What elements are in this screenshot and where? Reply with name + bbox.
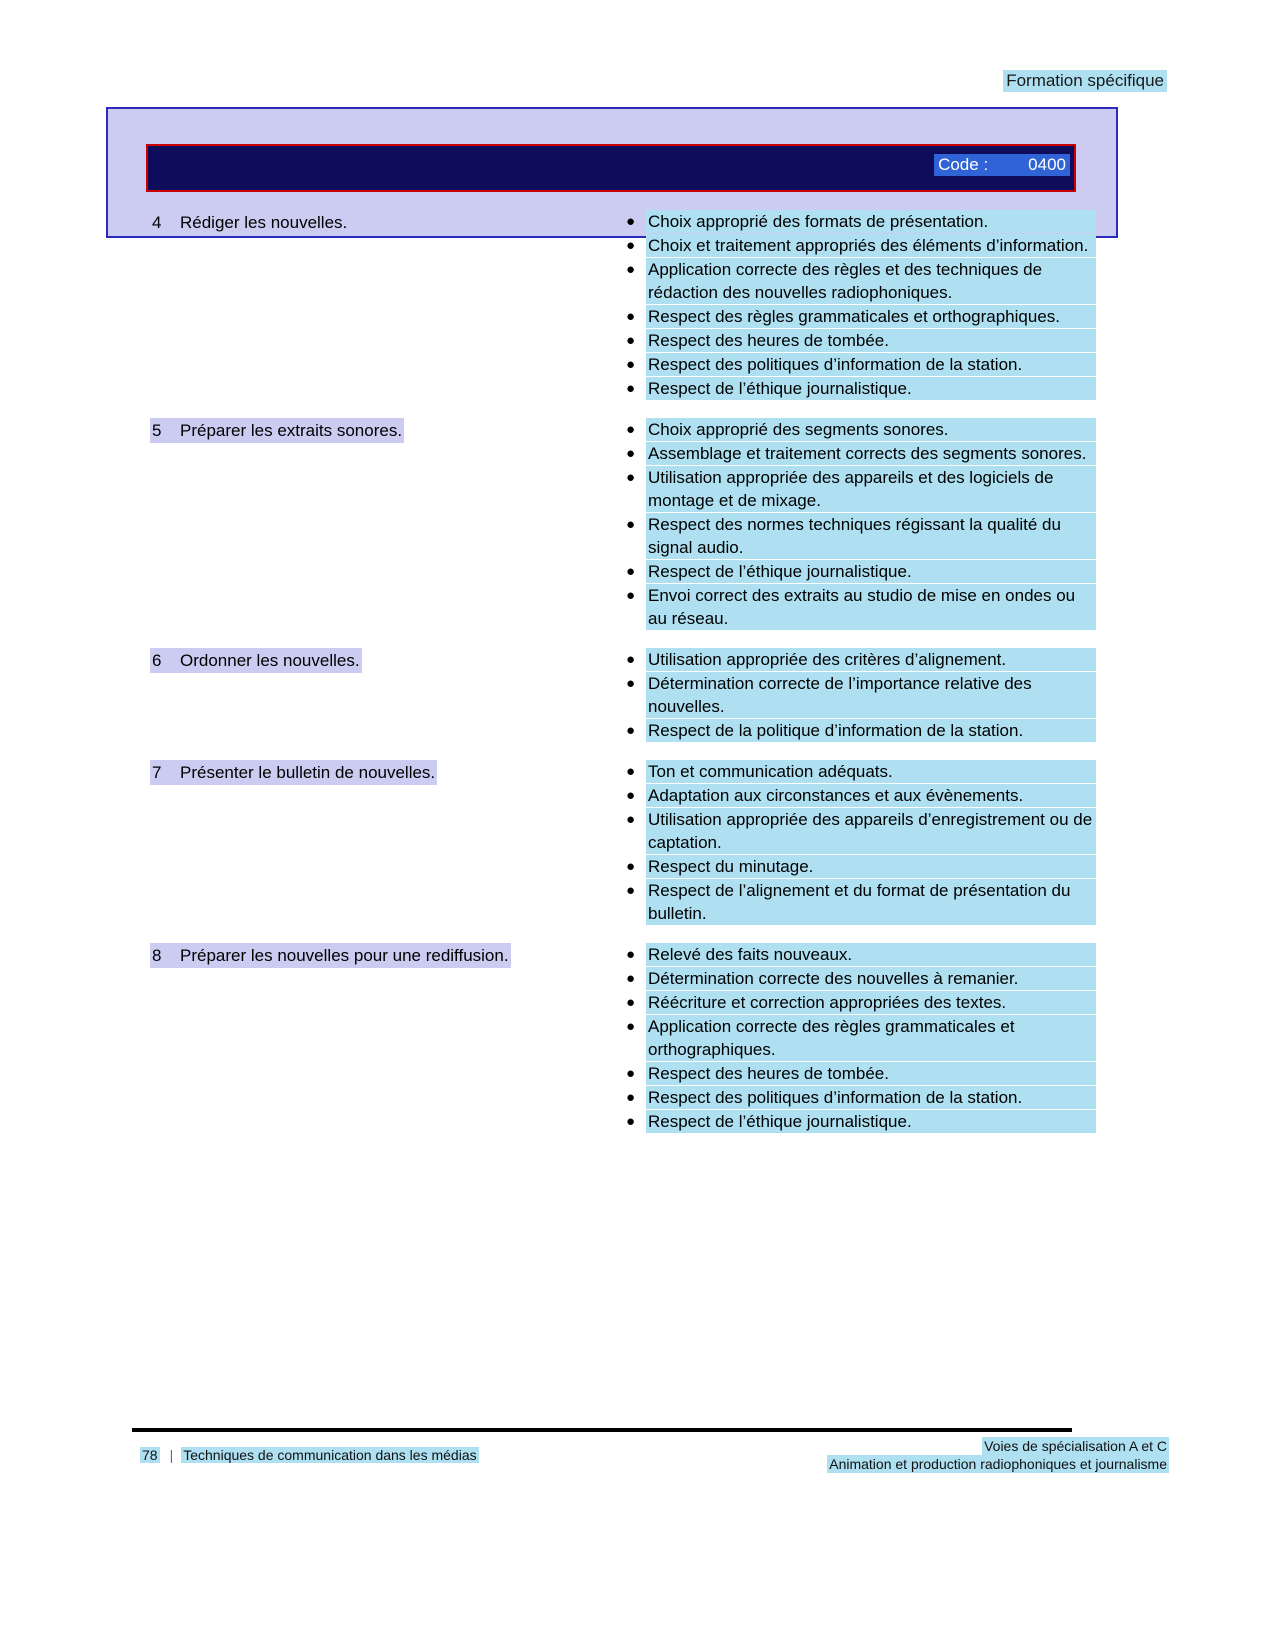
task-criteria-table <box>0 210 1275 1151</box>
task <box>150 760 437 785</box>
criterion <box>626 855 1096 878</box>
criterion <box>626 258 1096 304</box>
bullet-icon: ● <box>626 994 636 1011</box>
page-header-label: Formation spécifique <box>1003 70 1167 92</box>
criterion <box>626 967 1096 990</box>
criterion <box>626 1015 1096 1061</box>
task-cell <box>150 760 620 785</box>
criterion <box>626 648 1096 671</box>
bullet-icon: ● <box>626 237 636 254</box>
task-row <box>0 943 1275 1134</box>
criterion <box>626 210 1096 233</box>
bullet-icon: ● <box>626 380 636 397</box>
footer-page-number: 78 <box>142 1447 158 1463</box>
bullet-icon: ● <box>626 1018 636 1035</box>
task-row <box>0 648 1275 743</box>
task-cell <box>150 648 620 673</box>
bullet-icon: ● <box>626 882 636 899</box>
criteria-cell <box>626 648 1096 743</box>
task-label: Préparer les nouvelles pour une rediffusion. <box>180 946 509 965</box>
competency-title-bar <box>146 144 1076 192</box>
code-label: Code : <box>938 155 989 174</box>
criterion <box>626 418 1096 441</box>
criterion-text: Respect de l’éthique journalistique. <box>646 560 1096 583</box>
criterion-text: Application correcte des règles grammaticales et orthographiques. <box>646 1015 1096 1061</box>
bullet-icon: ● <box>626 308 636 325</box>
criterion-text: Respect des normes techniques régissant la qualité du signal audio. <box>646 513 1096 559</box>
competency-code <box>934 154 1070 176</box>
task-number: 7 <box>152 763 162 782</box>
criterion-text: Utilisation appropriée des critères d’alignement. <box>646 648 1096 671</box>
criterion <box>626 560 1096 583</box>
criterion-text: Respect du minutage. <box>646 855 1096 878</box>
criterion <box>626 584 1096 630</box>
task <box>150 648 362 673</box>
criterion-text: Ton et communication adéquats. <box>646 760 1096 783</box>
criterion-text: Respect des heures de tombée. <box>646 329 1096 352</box>
bullet-icon: ● <box>626 563 636 580</box>
criterion <box>626 1110 1096 1133</box>
task-number: 6 <box>152 651 162 670</box>
bullet-icon: ● <box>626 858 636 875</box>
criterion <box>626 808 1096 854</box>
criterion <box>626 760 1096 783</box>
bullet-icon: ● <box>626 970 636 987</box>
criterion-text: Respect des politiques d’information de la station. <box>646 1086 1096 1109</box>
criterion <box>626 1086 1096 1109</box>
bullet-icon: ● <box>626 332 636 349</box>
criterion-text: Assemblage et traitement corrects des segments sonores. <box>646 442 1096 465</box>
bullet-icon: ● <box>626 261 636 278</box>
criterion-text: Envoi correct des extraits au studio de mise en ondes ou au réseau. <box>646 584 1096 630</box>
task-number: 5 <box>152 421 162 440</box>
criterion-text: Utilisation appropriée des appareils et des logiciels de montage et de mixage. <box>646 466 1096 512</box>
criterion <box>626 353 1096 376</box>
task-label: Préparer les extraits sonores. <box>180 421 403 440</box>
task <box>150 210 349 235</box>
task-cell <box>150 943 620 968</box>
bullet-icon: ● <box>626 1113 636 1130</box>
bullet-icon: ● <box>626 516 636 533</box>
code-value: 0400 <box>1028 155 1066 174</box>
criterion-text: Respect de l’éthique journalistique. <box>646 1110 1096 1133</box>
criterion-text: Respect de la politique d’information de la station. <box>646 719 1096 742</box>
criterion <box>626 719 1096 742</box>
criterion-text: Utilisation appropriée des appareils d’enregistrement ou de captation. <box>646 808 1096 854</box>
criterion-text: Détermination correcte de l’importance relative des nouvelles. <box>646 672 1096 718</box>
bullet-icon: ● <box>626 445 636 462</box>
task-number: 4 <box>152 213 162 232</box>
footer-divider <box>132 1428 1072 1432</box>
bullet-icon: ● <box>626 787 636 804</box>
criterion-text: Respect des heures de tombée. <box>646 1062 1096 1085</box>
criterion-text: Adaptation aux circonstances et aux évènements. <box>646 784 1096 807</box>
criterion <box>626 377 1096 400</box>
criterion-text: Choix approprié des segments sonores. <box>646 418 1096 441</box>
criterion <box>626 442 1096 465</box>
criterion-text: Réécriture et correction appropriées des textes. <box>646 991 1096 1014</box>
footer-right <box>827 1437 1169 1473</box>
bullet-icon: ● <box>626 1065 636 1082</box>
criterion <box>626 991 1096 1014</box>
criterion <box>626 466 1096 512</box>
bullet-icon: ● <box>626 356 636 373</box>
criterion-text: Respect de l’alignement et du format de présentation du bulletin. <box>646 879 1096 925</box>
criterion <box>626 513 1096 559</box>
criterion-text: Détermination correcte des nouvelles à remanier. <box>646 967 1096 990</box>
criterion <box>626 784 1096 807</box>
criterion <box>626 329 1096 352</box>
footer-specialization-line: Voies de spécialisation A et C <box>984 1438 1167 1454</box>
task-cell <box>150 210 620 235</box>
criterion <box>626 672 1096 718</box>
criteria-cell <box>626 418 1096 631</box>
bullet-icon: ● <box>626 763 636 780</box>
bullet-icon: ● <box>626 811 636 828</box>
task-cell <box>150 418 620 443</box>
criterion <box>626 1062 1096 1085</box>
task-row <box>0 210 1275 401</box>
criterion-text: Respect des politiques d’information de la station. <box>646 353 1096 376</box>
task-row <box>0 760 1275 926</box>
task-label: Présenter le bulletin de nouvelles. <box>180 763 436 782</box>
criterion-text: Choix approprié des formats de présentation. <box>646 210 1096 233</box>
footer-program-title: Techniques de communication dans les médias <box>183 1447 477 1463</box>
task-label: Ordonner les nouvelles. <box>180 651 360 670</box>
footer-stream-line: Animation et production radiophoniques et journalisme <box>829 1456 1167 1472</box>
criterion <box>626 305 1096 328</box>
criteria-cell <box>626 760 1096 926</box>
task <box>150 943 511 968</box>
criterion-text: Choix et traitement appropriés des éléments d’information. <box>646 234 1096 257</box>
criterion-text: Relevé des faits nouveaux. <box>646 943 1096 966</box>
bullet-icon: ● <box>626 946 636 963</box>
footer-left <box>140 1447 479 1463</box>
footer-separator: | <box>169 1447 174 1463</box>
bullet-icon: ● <box>626 587 636 604</box>
task-row <box>0 418 1275 631</box>
criterion <box>626 943 1096 966</box>
task-number: 8 <box>152 946 162 965</box>
bullet-icon: ● <box>626 675 636 692</box>
criteria-cell <box>626 210 1096 401</box>
bullet-icon: ● <box>626 469 636 486</box>
bullet-icon: ● <box>626 421 636 438</box>
bullet-icon: ● <box>626 722 636 739</box>
criterion <box>626 234 1096 257</box>
criterion-text: Application correcte des règles et des techniques de rédaction des nouvelles radiophoniques. <box>646 258 1096 304</box>
bullet-icon: ● <box>626 213 636 230</box>
task-label: Rédiger les nouvelles. <box>180 213 348 232</box>
criterion-text: Respect de l’éthique journalistique. <box>646 377 1096 400</box>
criterion-text: Respect des règles grammaticales et orthographiques. <box>646 305 1096 328</box>
criteria-cell <box>626 943 1096 1134</box>
task <box>150 418 404 443</box>
bullet-icon: ● <box>626 651 636 668</box>
bullet-icon: ● <box>626 1089 636 1106</box>
criterion <box>626 879 1096 925</box>
